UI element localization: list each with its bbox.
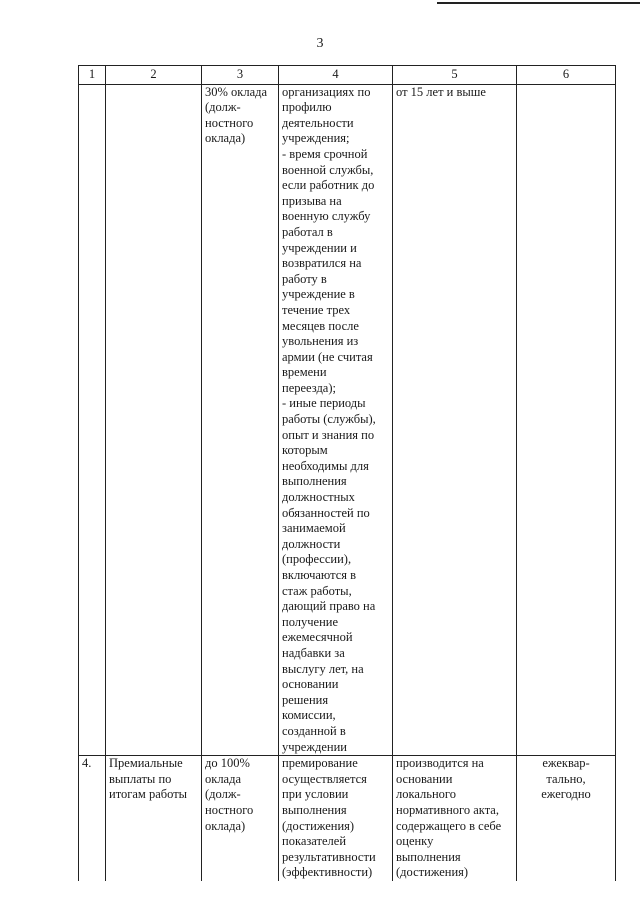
payment-type-cell: Премиальные выплаты по итогам работы [106,756,202,881]
conditions-cell: премирование осуществляется при условии выполнения (достижения) показателей результативности (эффективности) [279,756,393,881]
payment-type-cell [106,84,202,756]
top-rule [437,2,640,4]
header-cell-6: 6 [517,66,616,85]
basis-cell: производится на основании локального нормативного акта, содержащего в себе оценку выполнения (достижения) [393,756,517,881]
table-row [79,84,616,756]
payment-amount-cell: 30% оклада (долж- ностного оклада) [202,84,279,756]
payment-amount-cell: до 100% оклада (долж- ностного оклада) [202,756,279,881]
basis-cell: от 15 лет и выше [393,84,517,756]
header-cell-1: 1 [79,66,106,85]
payments-table [78,65,616,881]
header-cell-5: 5 [393,66,517,85]
header-cell-3: 3 [202,66,279,85]
row-number-cell [79,84,106,756]
page-number: 3 [316,36,324,51]
header-cell-2: 2 [106,66,202,85]
conditions-cell: организациях по профилю деятельности учреждения; - время срочной военной службы, если работник до призыва на военную службу работал в учреждении и возвратился на работу в учреждение в течение трех месяцев после увольнения из армии (не считая времени переезда); - иные периоды работы (службы), опыт и знания по которым необходимы для выполнения должностных обязанностей по занимаемой должности (профессии), включаются в стаж работы, дающий право на получение ежемесячной надбавки за выслугу лет, на основании решения комиссии, созданной в учреждении [279,84,393,756]
table-header-row [79,66,616,85]
row-number-cell: 4. [79,756,106,881]
frequency-cell: ежеквар- тально, ежегодно [517,756,616,881]
header-cell-4: 4 [279,66,393,85]
table-row [79,756,616,881]
frequency-cell [517,84,616,756]
